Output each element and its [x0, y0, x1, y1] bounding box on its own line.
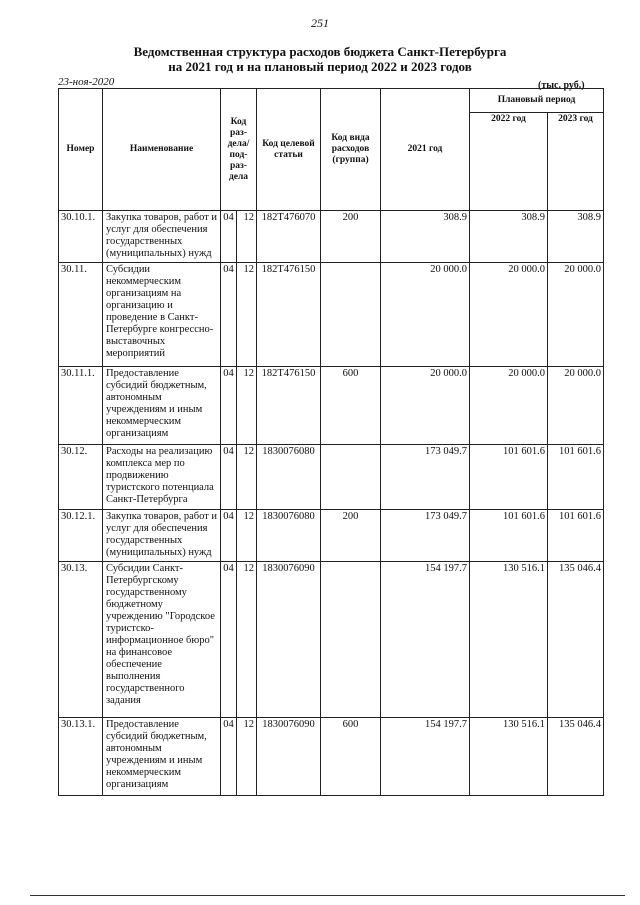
row-expense-type: 600	[321, 367, 381, 445]
row-amount-2022: 130 516.1	[470, 718, 548, 796]
row-section: 04	[221, 445, 237, 510]
bottom-rule	[30, 895, 625, 896]
table-row	[59, 211, 604, 263]
header-name: Наименование	[103, 89, 221, 211]
row-target-code: 182Т476150	[257, 367, 321, 445]
row-amount-2023: 101 601.6	[548, 510, 604, 562]
row-amount-2022: 20 000.0	[470, 263, 548, 367]
row-amount-2022: 101 601.6	[470, 510, 548, 562]
row-section: 04	[221, 718, 237, 796]
row-amount-2022: 130 516.1	[470, 562, 548, 718]
table-row	[59, 718, 604, 796]
row-number: 30.11.	[59, 263, 103, 367]
row-subsection: 12	[237, 510, 257, 562]
row-name: Предоставление субсидий бюджетным, автономным учреждениям и иным некоммерческим организациям	[103, 367, 221, 445]
table-row	[59, 367, 604, 445]
row-section: 04	[221, 510, 237, 562]
row-amount-2022: 101 601.6	[470, 445, 548, 510]
page-number: 251	[311, 16, 329, 30]
row-name: Предоставление субсидий бюджетным, автономным учреждениям и иным некоммерческим организациям	[103, 718, 221, 796]
header-target-code: Код целевой статьи	[257, 89, 321, 211]
title-line-1: Ведомственная структура расходов бюджета Санкт-Петербурга	[133, 44, 507, 59]
row-amount-2023: 20 000.0	[548, 263, 604, 367]
row-amount-2021: 173 049.7	[381, 510, 470, 562]
title-line-2: на 2021 год и на плановый период 2022 и 2023 годов	[168, 59, 472, 74]
document-date: 23-ноя-2020	[58, 76, 115, 88]
row-section: 04	[221, 211, 237, 263]
row-subsection: 12	[237, 718, 257, 796]
row-subsection: 12	[237, 445, 257, 510]
header-expense-type-code: Код вида расходов (группа)	[321, 89, 381, 211]
row-name: Субсидии Санкт-Петербургскому государственному бюджетному учреждению "Городское туристско-информационное бюро" на финансовое обеспечение выполнения государственного задания	[103, 562, 221, 718]
row-amount-2021: 154 197.7	[381, 562, 470, 718]
header-section-code: Код раз-дела/ под-раз-дела	[221, 89, 257, 211]
row-name: Расходы на реализацию комплекса мер по продвижению туристского потенциала Санкт-Петербурга	[103, 445, 221, 510]
row-number: 30.10.1.	[59, 211, 103, 263]
row-target-code: 1830076090	[257, 562, 321, 718]
row-section: 04	[221, 263, 237, 367]
row-amount-2022: 308.9	[470, 211, 548, 263]
row-amount-2021: 20 000.0	[381, 263, 470, 367]
row-target-code: 1830076080	[257, 445, 321, 510]
row-expense-type: 600	[321, 718, 381, 796]
row-subsection: 12	[237, 367, 257, 445]
row-subsection: 12	[237, 263, 257, 367]
row-expense-type: 200	[321, 510, 381, 562]
row-number: 30.11.1.	[59, 367, 103, 445]
row-subsection: 12	[237, 211, 257, 263]
header-year-2023: 2023 год	[548, 113, 604, 211]
header-planned-period: Плановый период	[470, 89, 604, 113]
table-row	[59, 263, 604, 367]
header-year-2021: 2021 год	[381, 89, 470, 211]
row-name: Закупка товаров, работ и услуг для обеспечения государственных (муниципальных) нужд	[103, 211, 221, 263]
row-section: 04	[221, 367, 237, 445]
row-expense-type: 200	[321, 211, 381, 263]
header-number: Номер	[59, 89, 103, 211]
row-amount-2021: 173 049.7	[381, 445, 470, 510]
table-row	[59, 445, 604, 510]
row-target-code: 182Т476070	[257, 211, 321, 263]
table-row	[59, 562, 604, 718]
row-number: 30.13.	[59, 562, 103, 718]
row-expense-type	[321, 562, 381, 718]
header-year-2022: 2022 год	[470, 113, 548, 211]
row-amount-2023: 101 601.6	[548, 445, 604, 510]
row-amount-2021: 308.9	[381, 211, 470, 263]
row-target-code: 1830076080	[257, 510, 321, 562]
row-subsection: 12	[237, 562, 257, 718]
row-target-code: 182Т476150	[257, 263, 321, 367]
row-name: Закупка товаров, работ и услуг для обеспечения государственных (муниципальных) нужд	[103, 510, 221, 562]
row-expense-type	[321, 263, 381, 367]
row-amount-2023: 308.9	[548, 211, 604, 263]
row-amount-2023: 135 046.4	[548, 562, 604, 718]
row-name: Субсидии некоммерческим организациям на организацию и проведение в Санкт-Петербурге конгрессно-выставочных мероприятий	[103, 263, 221, 367]
row-amount-2021: 20 000.0	[381, 367, 470, 445]
row-number: 30.13.1.	[59, 718, 103, 796]
row-amount-2023: 135 046.4	[548, 718, 604, 796]
row-number: 30.12.	[59, 445, 103, 510]
table-row	[59, 510, 604, 562]
row-target-code: 1830076090	[257, 718, 321, 796]
row-amount-2021: 154 197.7	[381, 718, 470, 796]
units-label: (тыс. руб.)	[538, 80, 585, 91]
row-section: 04	[221, 562, 237, 718]
document-title	[0, 44, 640, 74]
row-expense-type	[321, 445, 381, 510]
row-amount-2023: 20 000.0	[548, 367, 604, 445]
row-amount-2022: 20 000.0	[470, 367, 548, 445]
budget-table	[58, 88, 604, 796]
row-number: 30.12.1.	[59, 510, 103, 562]
